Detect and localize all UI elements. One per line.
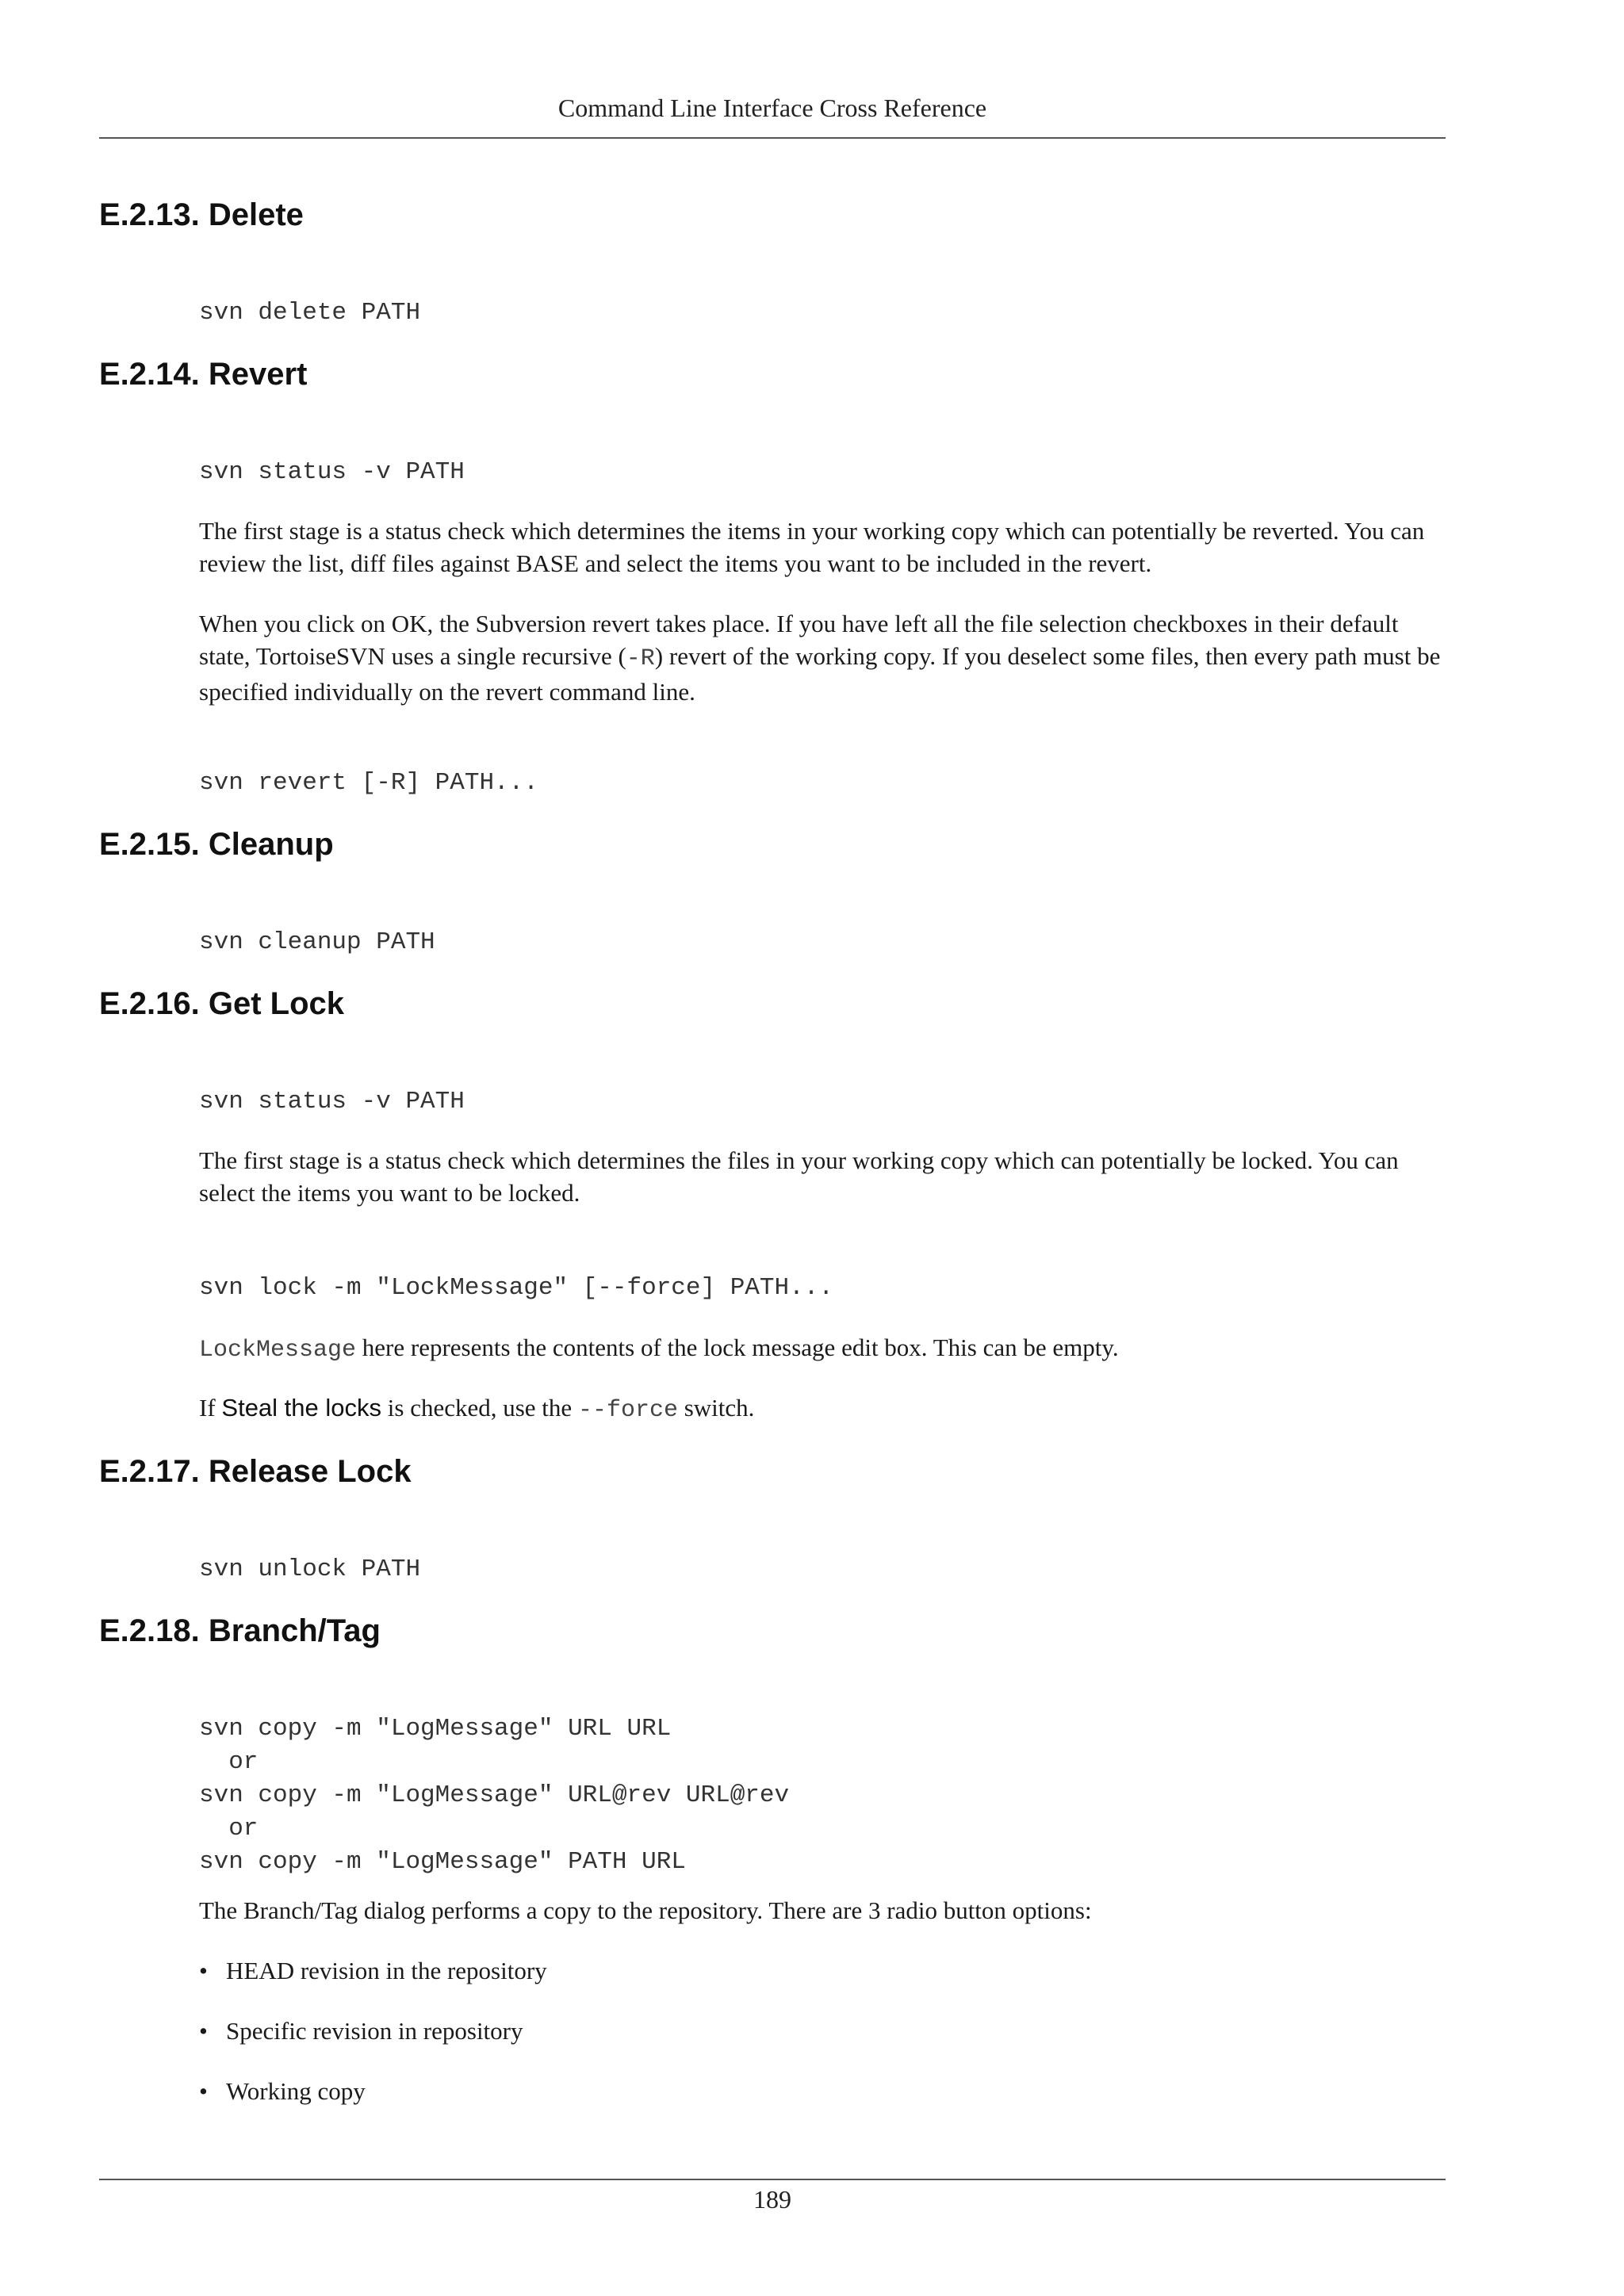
section-heading-branch-tag: E.2.18. Branch/Tag	[99, 1613, 381, 1648]
text-run: switch.	[677, 1394, 755, 1422]
code-lock: svn lock -m "LockMessage" [--force] PATH...	[199, 1274, 833, 1302]
paragraph-revert-status: The first stage is a status check which determines the items in your working copy which can potentially be reverted. You can review the list, diff files against BASE and select the items you want to be included in the revert.	[199, 517, 1425, 577]
inline-code-force-switch: --force	[577, 1397, 678, 1424]
list-item	[199, 1954, 547, 1987]
section-heading-cleanup: E.2.15. Cleanup	[99, 827, 334, 862]
text-run: is checked, use the	[381, 1394, 578, 1422]
section-heading-get-lock: E.2.16. Get Lock	[99, 986, 345, 1021]
section-heading-delete: E.2.13. Delete	[99, 197, 304, 232]
paragraph-revert-action	[199, 607, 1448, 708]
text-run: ) revert of the working copy. If you deselect some files, then every path must be specified individually on the revert command line.	[199, 642, 1441, 706]
radio-options-list	[199, 1954, 547, 2135]
header-rule	[99, 137, 1446, 139]
text-run: If	[199, 1394, 222, 1422]
text-run: When you click on OK, the Subversion revert takes place. If you have left all the file selection checkboxes in their default state, TortoiseSVN uses a single recursive (	[199, 610, 1399, 670]
paragraph-steal-locks	[199, 1391, 1448, 1427]
bullet-icon: •	[199, 2017, 208, 2045]
list-item-text: Working copy	[226, 2077, 366, 2105]
text-run: here represents the contents of the lock message edit box. This can be empty.	[356, 1334, 1119, 1361]
code-delete: svn delete PATH	[199, 299, 421, 327]
code-revert: svn revert [-R] PATH...	[199, 769, 538, 797]
running-header: Command Line Interface Cross Reference	[557, 94, 987, 122]
section-heading-revert: E.2.14. Revert	[99, 357, 308, 392]
code-cleanup: svn cleanup PATH	[199, 928, 435, 956]
code-revert-status: svn status -v PATH	[199, 458, 465, 486]
paragraph-branch-tag: The Branch/Tag dialog performs a copy to the repository. There are 3 radio button options:	[199, 1896, 1092, 1924]
code-get-lock-status: svn status -v PATH	[199, 1088, 465, 1115]
footer-rule	[99, 2179, 1446, 2180]
list-item-text: Specific revision in repository	[226, 2017, 523, 2045]
inline-code-recursive-flag: -R	[626, 645, 655, 672]
paragraph-lock-message	[199, 1331, 1448, 1367]
code-unlock: svn unlock PATH	[199, 1556, 421, 1583]
inline-code-lock-message: LockMessage	[199, 1337, 357, 1364]
section-heading-release-lock: E.2.17. Release Lock	[99, 1454, 412, 1489]
list-item	[199, 2075, 547, 2107]
list-item	[199, 2015, 547, 2047]
bullet-icon: •	[199, 2077, 208, 2105]
page-number: 189	[753, 2185, 791, 2214]
gui-label-steal-the-locks: Steal the locks	[221, 1394, 382, 1422]
code-copy: svn copy -m "LogMessage" URL URL or svn copy -m "LogMessage" URL@rev URL@rev or svn copy -m "LogMessage" PATH URL	[199, 1715, 790, 1876]
list-item-text: HEAD revision in the repository	[226, 1957, 547, 1984]
bullet-icon: •	[199, 1957, 208, 1984]
paragraph-get-lock-status: The first stage is a status check which determines the files in your working copy which can potentially be locked. You can select the items you want to be locked.	[199, 1146, 1399, 1207]
